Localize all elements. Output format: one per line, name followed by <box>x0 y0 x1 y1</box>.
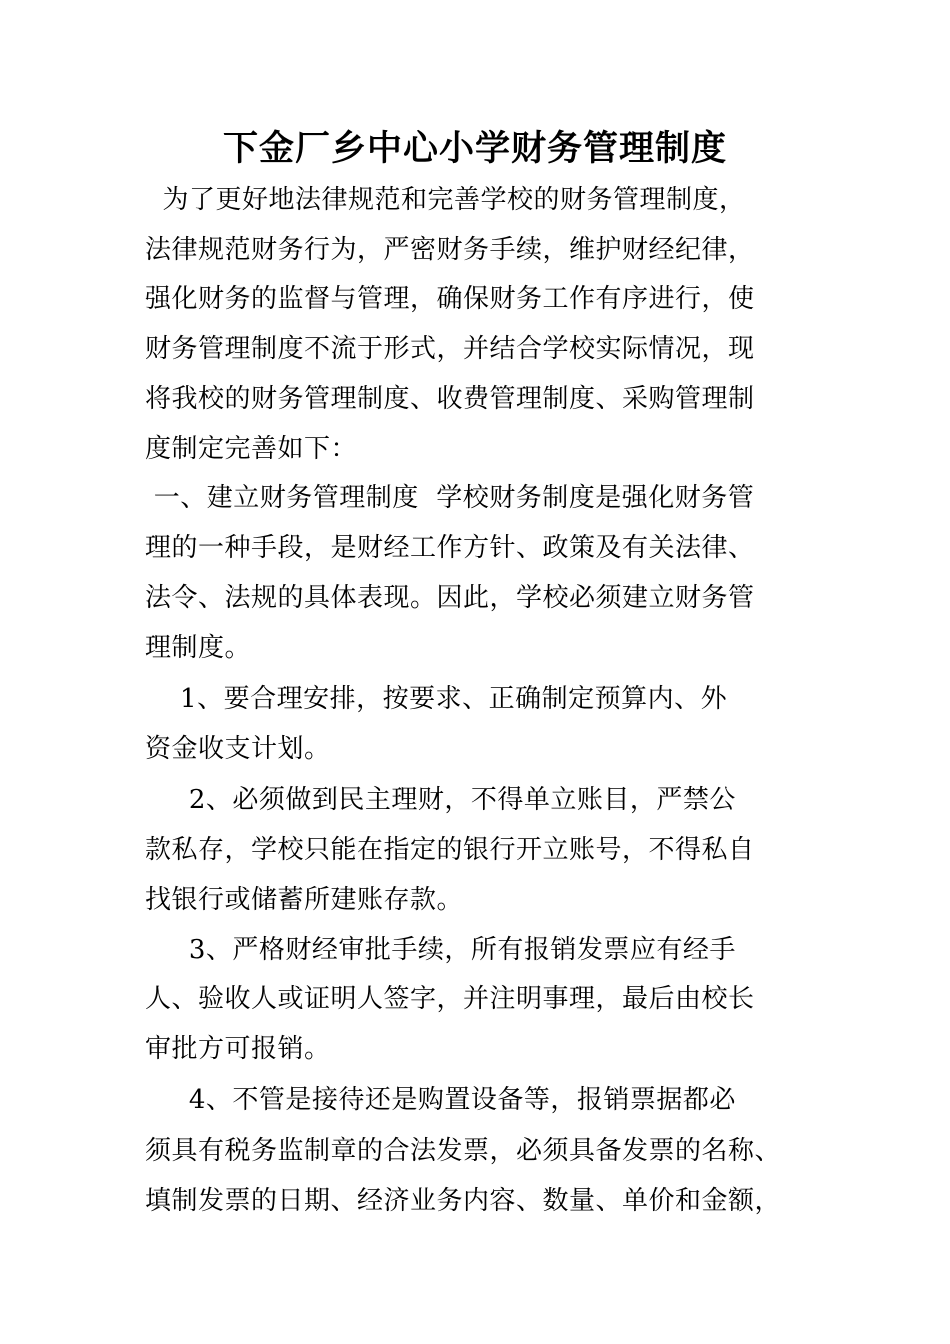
paragraph-line: 强化财务的监督与管理，确保财务工作有序进行，使 <box>145 284 755 314</box>
paragraph-line: 审批方可报销。 <box>145 1034 331 1064</box>
list-item-line: 4、不管是接待还是购置设备等，报销票据都必 <box>145 1085 736 1115</box>
list-item-line: 3、严格财经审批手续，所有报销发票应有经手 <box>145 935 736 965</box>
paragraph-line: 理制度。 <box>145 633 252 663</box>
paragraph-line: 人、验收人或证明人签字，并注明事理，最后由校长 <box>145 984 755 1014</box>
list-item-line: 2、必须做到民主理财，不得单立账目，严禁公 <box>145 785 736 815</box>
paragraph-line: 理的一种手段，是财经工作方针、政策及有关法律、 <box>145 533 755 563</box>
section-heading-line: 一、建立财务管理制度 学校财务制度是强化财务管 <box>145 483 755 513</box>
paragraph-line: 法令、法规的具体表现。因此，学校必须建立财务管 <box>145 583 755 613</box>
paragraph-line: 为了更好地法律规范和完善学校的财务管理制度， <box>145 185 746 215</box>
paragraph-line: 找银行或储蓄所建账存款。 <box>145 885 464 915</box>
paragraph-line: 资金收支计划。 <box>145 734 331 764</box>
paragraph-line: 法律规范财务行为，严密财务手续，维护财经纪律， <box>145 235 755 265</box>
paragraph-line: 填制发票的日期、经济业务内容、数量、单价和金额， <box>145 1186 782 1216</box>
paragraph-line: 将我校的财务管理制度、收费管理制度、采购管理制 <box>145 384 755 414</box>
paragraph-line: 款私存，学校只能在指定的银行开立账号，不得私自 <box>145 835 755 865</box>
paragraph-line: 度制定完善如下： <box>145 434 358 464</box>
page-title: 下金厂乡中心小学财务管理制度 <box>222 128 727 169</box>
list-item-line: 1、要合理安排，按要求、正确制定预算内、外 <box>145 684 728 714</box>
paragraph-line: 须具有税务监制章的合法发票，必须具备发票的名称、 <box>145 1136 782 1166</box>
paragraph-line: 财务管理制度不流于形式，并结合学校实际情况，现 <box>145 334 755 364</box>
